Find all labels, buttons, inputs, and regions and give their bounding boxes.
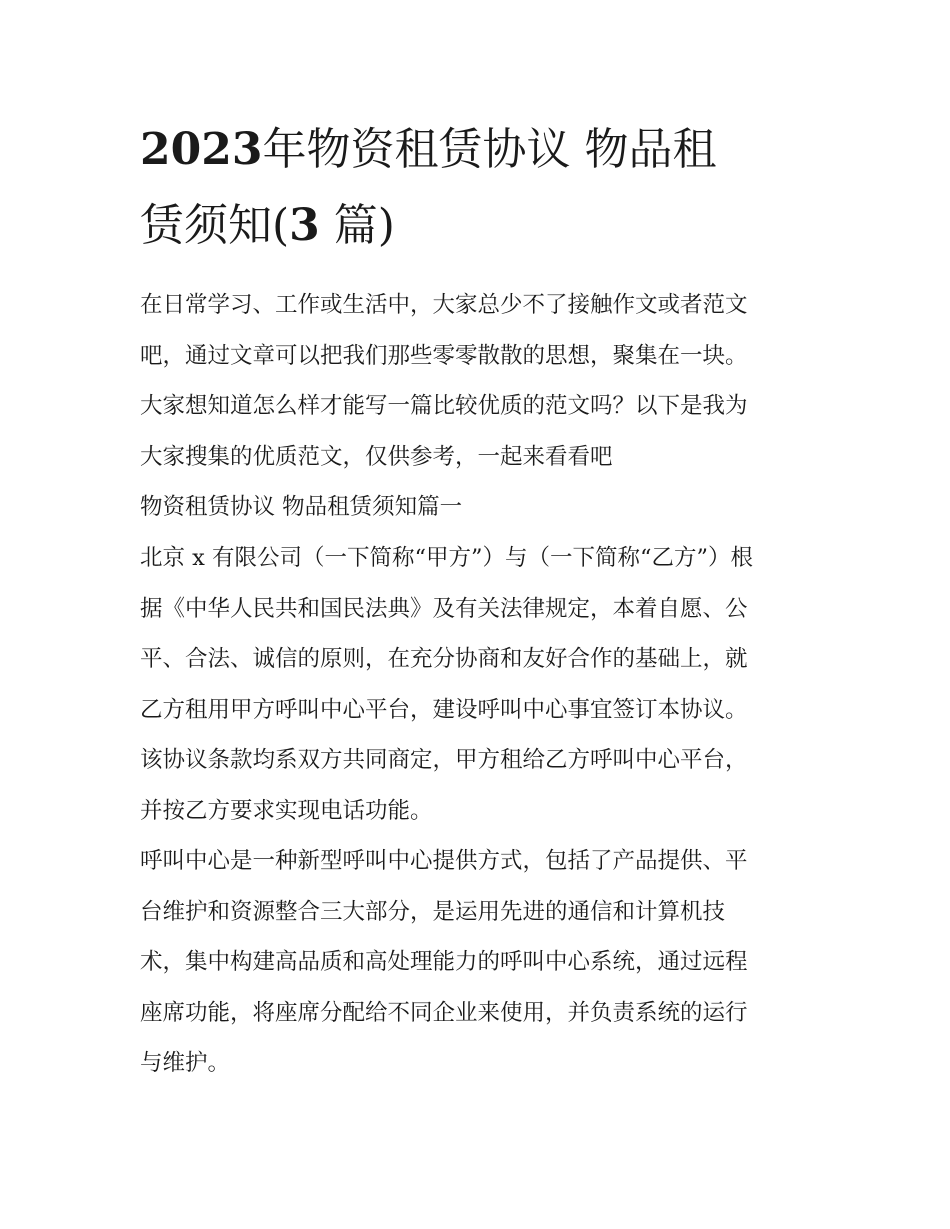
intro-line: 大家想知道怎么样才能写一篇比较优质的范文吗？以下是我为 (140, 393, 748, 419)
title-line-2 (140, 188, 820, 264)
title-count: 3 (289, 200, 320, 251)
document-page (140, 112, 820, 1089)
document-title (140, 112, 820, 264)
title-text-1: 年物资租赁协议 物品租 (262, 124, 717, 175)
paragraph-1 (140, 533, 820, 836)
title-text-2a: 赁须知( (140, 200, 290, 251)
paragraph-line: 术，集中构建高品质和高处理能力的呼叫中心系统，通过远程 (140, 949, 748, 975)
paragraph-line: 据《中华人民共和国民法典》及有关法律规定，本着自愿、公 (140, 595, 748, 622)
document-body (140, 280, 820, 1089)
paragraph-line: 乙方租用甲方呼叫中心平台，建设呼叫中心事宜签订本协议。 (140, 696, 748, 723)
intro-line: 吧，通过文章可以把我们那些零零散散的思想，聚集在一块。 (140, 342, 748, 369)
paragraph-line: 台维护和资源整合三大部分，是运用先进的通信和计算机技 (140, 898, 726, 925)
paragraph-line: 座席功能，将座席分配给不同企业来使用，并负责系统的运行 (140, 999, 748, 1026)
intro-line: 在日常学习、工作或生活中，大家总少不了接触作文或者范文 (140, 292, 748, 318)
paragraph-line: 并按乙方要求实现电话功能。 (140, 797, 433, 824)
paragraph-line: 呼叫中心是一种新型呼叫中心提供方式，包括了产品提供、平 (140, 848, 748, 874)
paragraph-line: 平、合法、诚信的原则，在充分协商和友好合作的基础上，就 (140, 646, 748, 672)
title-year: 2023 (140, 124, 263, 175)
intro-line: 大家搜集的优质范文，仅供参考，一起来看看吧 (140, 443, 613, 470)
paragraph-line: 该协议条款均系双方共同商定，甲方租给乙方呼叫中心平台， (140, 747, 748, 773)
section-heading: 物资租赁协议 物品租赁须知篇一 (140, 494, 463, 520)
paragraph-line: 北京 x 有限公司（一下简称“甲方”）与（一下简称“乙方”）根 (140, 545, 754, 571)
paragraph-line: 与维护。 (140, 1050, 231, 1076)
title-line-1 (140, 112, 820, 188)
intro-paragraph (140, 280, 820, 482)
title-text-2b: 篇) (319, 200, 395, 251)
paragraph-2 (140, 836, 820, 1089)
